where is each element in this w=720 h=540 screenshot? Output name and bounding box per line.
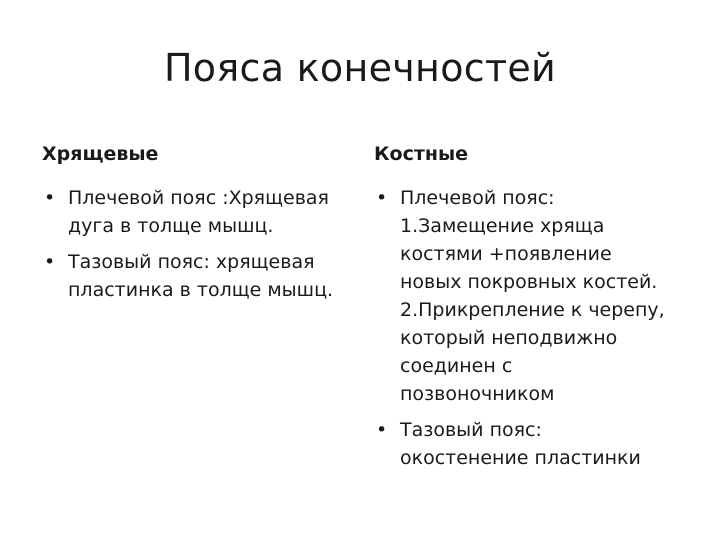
bullet-list-cartilaginous: [42, 184, 352, 304]
column-heading-bony: Костные: [374, 143, 469, 165]
bullet-icon: •: [44, 187, 56, 209]
bullet-icon: •: [376, 187, 388, 209]
list-item: [42, 184, 352, 240]
bullet-list-bony: [374, 184, 694, 472]
bullet-icon: •: [44, 251, 56, 273]
bullet-text: Тазовый пояс: окостенение пластинки: [400, 419, 641, 469]
column-cartilaginous: [42, 138, 352, 312]
list-item: [42, 248, 352, 304]
list-item: [374, 416, 694, 472]
column-bony: [374, 138, 694, 480]
bullet-text: Плечевой пояс :Хрящевая дуга в толще мышц.: [68, 187, 329, 237]
column-heading-cartilaginous: Хрящевые: [42, 143, 159, 165]
slide-title: Пояса конечностей: [163, 46, 557, 90]
bullet-text: Плечевой пояс: 1.Замещение хряща костями +появление новых покровных костей. 2.Прикрепление к черепу, который неподвижно соединен с позвоночником: [400, 187, 665, 405]
bullet-text: Тазовый пояс: хрящевая пластинка в толще мышц.: [68, 251, 334, 301]
bullet-icon: •: [376, 419, 388, 441]
list-item: [374, 184, 694, 408]
